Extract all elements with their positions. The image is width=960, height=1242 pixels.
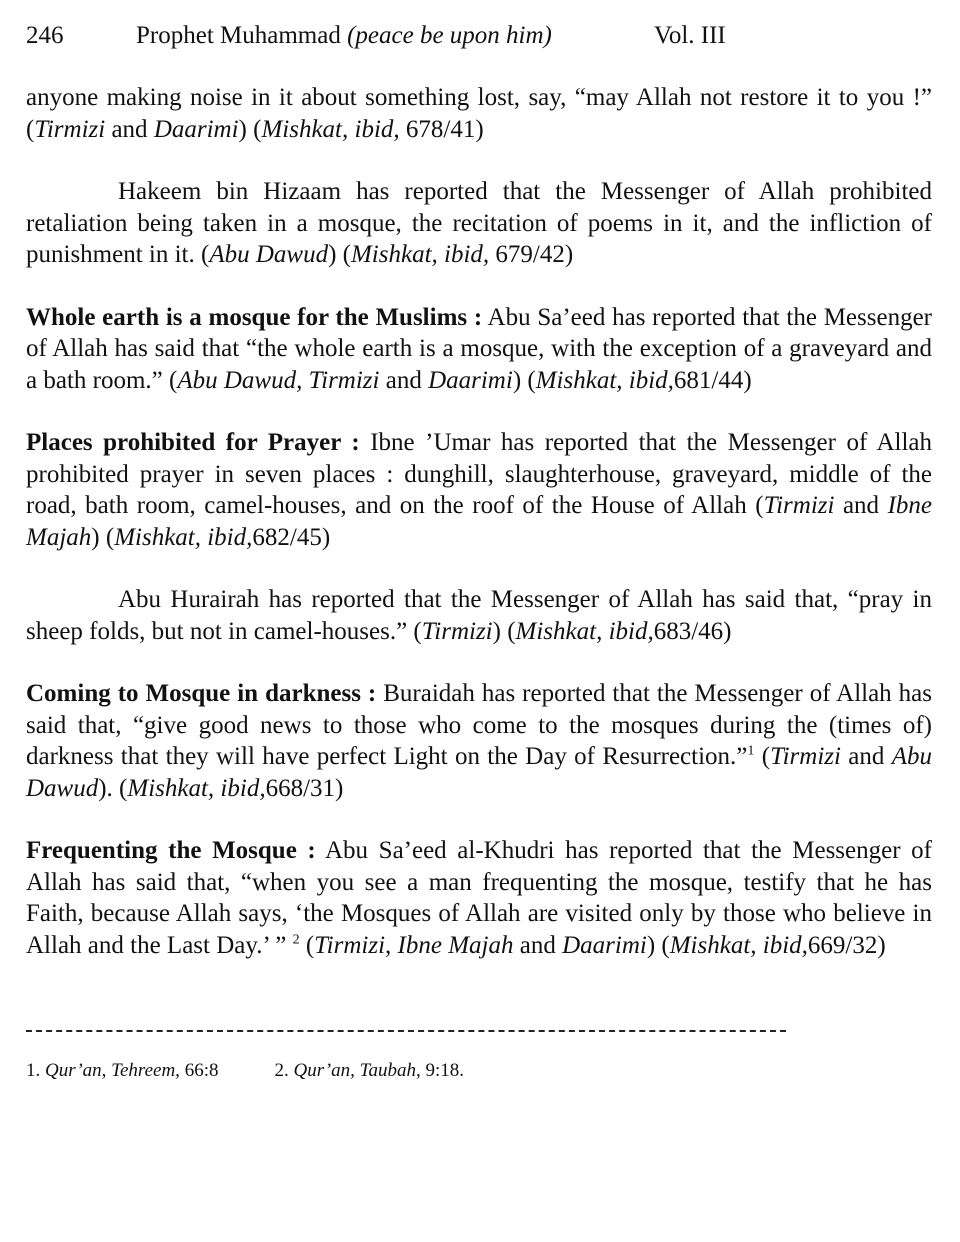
paragraph-sheep-folds — [26, 584, 932, 647]
text: 681/44) — [673, 366, 752, 394]
paragraph-lost-item — [26, 82, 932, 145]
source-ref: Tirmizi — [763, 492, 835, 519]
text: anyone making noise in it about something lost, say, “may Allah not restore it to you !” ( — [26, 84, 932, 143]
section-heading: Whole earth is a mosque for the Muslims : — [26, 303, 483, 331]
source-ref: Tirmizi, Ibne Majah — [314, 931, 514, 959]
book-title-plain: Prophet Muhammad — [136, 22, 348, 49]
text: ). ( — [98, 774, 128, 802]
footnote-number: 1. — [26, 1060, 45, 1081]
text: 668/31) — [265, 774, 344, 802]
footnote-source: Qur’an, Tehreem, — [45, 1060, 180, 1081]
source-ref: Ibne Majah — [26, 492, 932, 551]
text: ) ( — [238, 115, 262, 143]
footnote-1 — [26, 1058, 218, 1084]
source-ref: Mishkat, ibid, — [350, 241, 490, 268]
book-title — [136, 16, 552, 56]
footnote-number: 2. — [274, 1060, 294, 1081]
volume-label: Vol. III — [654, 22, 726, 49]
section-heading: Places prohibited for Prayer : — [26, 429, 360, 456]
paragraph-frequenting — [26, 835, 932, 961]
source-ref: Daarimi — [562, 931, 647, 959]
footnotes — [26, 1058, 464, 1084]
text: and — [379, 366, 429, 394]
footnote-2 — [274, 1058, 464, 1084]
text: ( — [299, 931, 315, 959]
text: ) ( — [492, 617, 516, 645]
text: and — [840, 743, 892, 770]
section-heading: Coming to Mosque in darkness : — [26, 680, 377, 707]
source-ref: Daarimi — [153, 115, 239, 143]
source-ref: Tirmizi — [34, 115, 106, 143]
text: and — [834, 492, 888, 519]
source-ref: Mishkat, ibid, — [114, 523, 253, 551]
text: 683/46) — [653, 617, 732, 645]
text: Ibne ’Umar has reported that the Messenger of Allah prohibited prayer in seven places : dunghill, slaughterhouse, graveyard, middle of the road, bath room, camel-houses, and on the roof of the House of Allah ( — [26, 429, 932, 519]
paragraph-whole-earth — [26, 302, 932, 397]
footnote-marker: 2 — [292, 932, 300, 948]
text: ) ( — [328, 241, 351, 268]
text: ( — [754, 743, 771, 770]
source-ref: Mishkat, ibid, — [127, 774, 266, 802]
paragraph-prohibited-places — [26, 427, 932, 553]
footnote-marker: 1 — [747, 743, 755, 759]
text: 669/32) — [807, 931, 886, 959]
text: Abu Sa’eed has reported that the Messenger of Allah has said that “the whole earth is a mosque, with the exception of a graveyard and a bath room.” ( — [26, 303, 933, 394]
paragraph-darkness — [26, 678, 932, 804]
source-ref: Abu Dawud, Tirmizi — [177, 366, 380, 394]
footnote-separator — [26, 1030, 786, 1032]
source-ref: Mishkat, ibid, — [535, 366, 674, 394]
source-ref: Tirmizi — [770, 743, 841, 770]
running-header — [26, 16, 934, 56]
text: Abu Hurairah has reported that the Messenger of Allah has said that, “pray in sheep folds, but not in camel-houses.” ( — [26, 586, 932, 645]
page-number: 246 — [26, 22, 64, 49]
source-ref: Tirmizi — [421, 617, 493, 645]
source-ref: Mishkat, ibid, — [515, 617, 654, 645]
text: 682/45) — [252, 523, 331, 551]
text: Abu Sa’eed al-Khudri has reported that the Messenger of Allah has said that, “when you see a man frequenting the mosque, testify that he has Faith, because Allah says, ‘the Mosques of Allah are visited only by those who believe in Allah and the Last Day.’ ” — [26, 837, 933, 959]
source-ref: Mishkat, ibid, — [669, 931, 808, 959]
source-ref: Abu Dawud — [26, 743, 932, 802]
source-ref: Daarimi — [428, 366, 513, 394]
footnote-location: 66:8 — [179, 1060, 219, 1081]
paragraph-retaliation — [26, 176, 932, 271]
source-ref: Mishkat, ibid, — [261, 115, 400, 143]
text: ) ( — [646, 931, 670, 959]
text: 679/42) — [489, 241, 574, 268]
text: and — [513, 931, 563, 959]
text: and — [105, 115, 154, 143]
source-ref: Abu Dawud — [209, 241, 329, 268]
footnote-source: Qur’an, Taubah, — [293, 1060, 421, 1081]
text: Hakeem bin Hizaam has reported that the Messenger of Allah prohibited retaliation being taken in a mosque, the recitation of poems in it, and the infliction of punishment in it. ( — [26, 178, 932, 268]
text: ) ( — [91, 523, 115, 551]
book-title-italic: (peace be upon him) — [347, 22, 552, 49]
text: Buraidah has reported that the Messenger of Allah has said that, “give good news to those who come to the mosques during the (times of) darkness that they will have perfect Light on the Day of Resurrection.” — [26, 680, 932, 770]
text: ) ( — [512, 366, 536, 394]
section-heading: Frequenting the Mosque : — [26, 837, 316, 864]
page-body — [26, 82, 932, 992]
text: 678/41) — [399, 115, 484, 143]
footnote-location: 9:18. — [420, 1060, 464, 1081]
